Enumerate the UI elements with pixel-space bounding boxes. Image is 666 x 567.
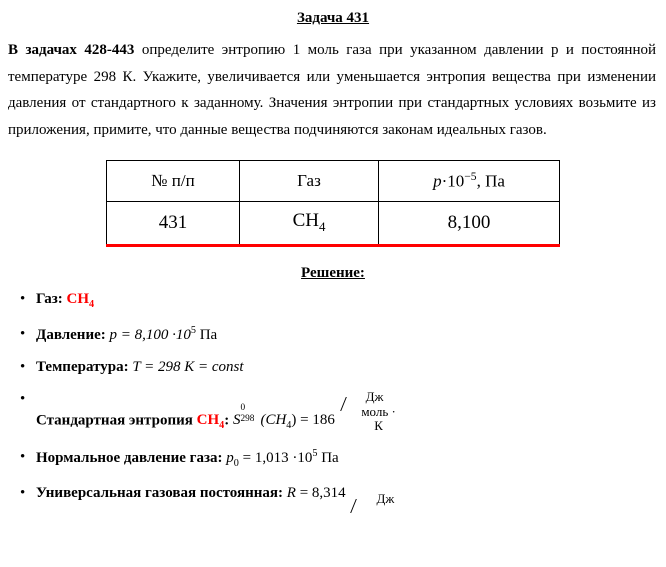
item-pressure-unit: Па: [195, 326, 218, 343]
table-head: [107, 160, 560, 201]
item-gas-constant-label: Универсальная газовая постоянная:: [36, 484, 284, 501]
cell-gas: [240, 201, 379, 245]
item-pressure-label: Давление:: [36, 326, 106, 343]
cell-gas-subscript: 4: [318, 219, 326, 235]
item-normal-pressure-label: Нормальное давление газа: [36, 449, 218, 466]
document-page: [0, 10, 666, 567]
cell-number: 431: [107, 201, 240, 245]
list-item-normal-pressure: [36, 448, 666, 470]
item-normal-pressure-subscript: 0: [233, 457, 239, 469]
item-normal-pressure-symbol: p: [226, 449, 234, 466]
item-temperature-label: Температура:: [36, 358, 129, 375]
item-entropy-gas-formula: CH: [196, 412, 220, 429]
gas-constant-unit-numerator: Дж: [376, 490, 395, 506]
item-normal-pressure-unit: Па: [317, 449, 339, 466]
solution-heading: Решение:: [301, 264, 365, 281]
entropy-unit-numerator: Дж: [365, 388, 384, 404]
header-pressure-unit: , Па: [476, 171, 505, 191]
item-entropy-colon: :: [224, 412, 230, 429]
entropy-symbol: [232, 403, 261, 429]
list-item-gas: [36, 290, 666, 311]
item-gas-subscript: 4: [89, 298, 95, 310]
list-item-gas-constant: [36, 484, 666, 506]
item-normal-pressure-value: = 1,013 ·10: [238, 449, 313, 466]
item-entropy-gas: [196, 412, 225, 432]
item-gas-label: Газ:: [36, 290, 63, 307]
problem-range-label: В задачах 428-443: [8, 42, 135, 58]
item-gas-formula: CH: [66, 290, 89, 307]
item-pressure-formula: p = 8,100 ·10: [109, 326, 191, 343]
item-pressure-exponent: 5: [190, 324, 196, 336]
cell-gas-formula: CH: [292, 210, 319, 232]
cell-pressure: 8,100: [379, 201, 560, 245]
item-gas-value: [66, 290, 95, 310]
header-pressure-symbol: p: [433, 171, 442, 191]
solution-list: [0, 290, 666, 507]
gas-table-container: [0, 160, 666, 247]
header-pressure: [379, 160, 560, 201]
entropy-S: S: [232, 412, 241, 429]
problem-text: определите энтропию 1 моль газа при указанном давлении р и постоянной температуре 298 К. Укажите, увеличивается или уменьшается энтропия вещества при изменении давления от стандартного к заданному. Значения энтропии при стандартных условиях возьмите из приложения, примите, что данные вещества подчиняются законам идеальных газов.: [8, 42, 656, 139]
item-temperature-formula: T = 298 K = const: [132, 358, 244, 375]
problem-statement: [8, 37, 656, 144]
header-pressure-exponent: −5: [464, 169, 477, 183]
fraction-bar: [340, 397, 403, 411]
header-gas: Газ: [240, 160, 379, 201]
item-gas-constant-value: = 8,314: [295, 484, 346, 501]
entropy-indices: [240, 403, 260, 425]
entropy-arg-open: (CH: [260, 412, 287, 429]
item-entropy-label: Стандартная энтропия: [36, 412, 193, 429]
table-header-row: [107, 160, 560, 201]
list-item-temperature: [36, 358, 666, 376]
gas-table: [106, 160, 560, 247]
item-entropy-gas-subscript: 4: [219, 420, 225, 432]
entropy-superscript: 0: [240, 403, 246, 414]
header-pressure-mult: ·10: [441, 171, 465, 191]
entropy-unit-fraction: [339, 390, 401, 434]
table-body: [107, 201, 560, 245]
item-entropy-formula: [232, 403, 339, 432]
page-title: Задача 431: [296, 10, 370, 26]
header-number: № п/п: [107, 160, 240, 201]
item-normal-pressure-exponent: 5: [312, 447, 318, 459]
entropy-unit-denominator: моль · К: [361, 403, 396, 434]
entropy-arg-close: ) = 186: [291, 412, 335, 429]
item-gas-constant-symbol: R: [286, 484, 296, 501]
table-row: [107, 201, 560, 245]
entropy-subscript: 298: [240, 414, 255, 425]
list-item-standard-entropy: [36, 390, 666, 434]
fraction-bar-2: [351, 499, 414, 513]
list-item-pressure: [36, 325, 666, 344]
gas-constant-unit-fraction: [349, 492, 411, 507]
entropy-arg-subscript: 4: [286, 420, 292, 432]
item-normal-pressure-colon: :: [217, 449, 223, 466]
